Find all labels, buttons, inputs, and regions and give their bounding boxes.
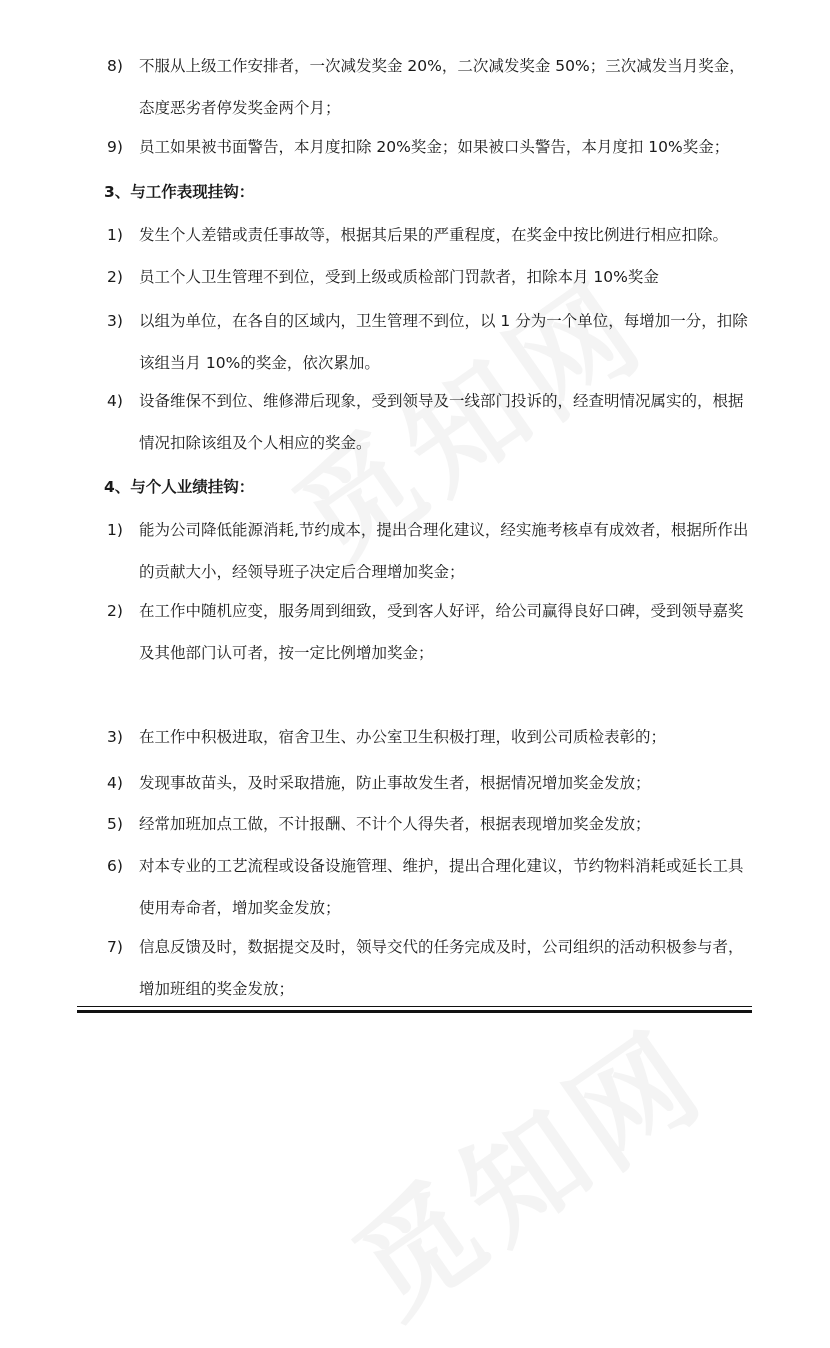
item-number: 2) [107, 268, 123, 286]
list-item [107, 716, 757, 758]
item-text: 发生个人差错或责任事故等，根据其后果的严重程度，在奖金中按比例进行相应扣除。 [139, 226, 729, 244]
item-number: 8) [107, 57, 123, 75]
list-item [107, 380, 757, 464]
footer-divider [77, 1010, 752, 1013]
item-text: 发现事故苗头，及时采取措施，防止事故发生者，根据情况增加奖金发放； [139, 774, 651, 792]
watermark [316, 984, 734, 1348]
item-text: 以组为单位，在各自的区域内，卫生管理不到位，以 1 分为一个单位，每增加一分，扣除该组当月 10%的奖金，依次累加。 [139, 312, 748, 372]
list-item [107, 803, 757, 845]
item-text: 经常加班加点工做，不计报酬、不计个人得失者，根据表现增加奖金发放； [139, 815, 651, 833]
footer-divider [77, 1006, 752, 1007]
list-item [107, 590, 757, 674]
item-text: 在工作中随机应变，服务周到细致，受到客人好评，给公司赢得良好口碑，受到领导嘉奖及其他部门认可者，按一定比例增加奖金； [139, 602, 744, 662]
list-item [107, 126, 757, 168]
list-item [107, 256, 757, 298]
section-heading: 3、与工作表现挂钩： [104, 183, 255, 201]
item-text: 员工个人卫生管理不到位，受到上级或质检部门罚款者，扣除本月 10%奖金 [139, 268, 659, 286]
item-number: 4) [107, 774, 123, 792]
item-text: 信息反馈及时，数据提交及时，领导交代的任务完成及时，公司组织的活动积极参与者，增加班组的奖金发放； [139, 938, 744, 998]
list-item [107, 509, 757, 593]
list-item [107, 845, 757, 929]
item-text: 员工如果被书面警告，本月度扣除 20%奖金；如果被口头警告，本月度扣 10%奖金； [139, 138, 730, 156]
list-item [107, 45, 757, 129]
item-number: 5) [107, 815, 123, 833]
list-item [107, 762, 757, 804]
item-number: 1) [107, 521, 123, 539]
item-number: 7) [107, 938, 123, 956]
item-number: 1) [107, 226, 123, 244]
item-text: 在工作中积极进取，宿舍卫生、办公室卫生积极打理，收到公司质检表彰的； [139, 728, 667, 746]
item-number: 9) [107, 138, 123, 156]
list-item [107, 926, 757, 1010]
list-item [107, 300, 757, 384]
item-text: 设备维保不到位、维修滞后现象，受到领导及一线部门投诉的，经查明情况属实的，根据情况扣除该组及个人相应的奖金。 [139, 392, 744, 452]
list-item [107, 214, 757, 256]
section-heading: 4、与个人业绩挂钩： [104, 478, 255, 496]
item-number: 4) [107, 392, 123, 410]
item-text: 能为公司降低能源消耗,节约成本，提出合理化建议，经实施考核卓有成效者，根据所作出的贡献大小，经领导班子决定后合理增加奖金； [139, 521, 749, 581]
item-number: 3) [107, 312, 123, 330]
item-number: 2) [107, 602, 123, 620]
item-text: 不服从上级工作安排者，一次减发奖金 20%，二次减发奖金 50%；三次减发当月奖金，态度恶劣者停发奖金两个月； [139, 57, 745, 117]
item-number: 6) [107, 857, 123, 875]
item-number: 3) [107, 728, 123, 746]
item-text: 对本专业的工艺流程或设备设施管理、维护，提出合理化建议，节约物料消耗或延长工具使用寿命者，增加奖金发放； [139, 857, 744, 917]
